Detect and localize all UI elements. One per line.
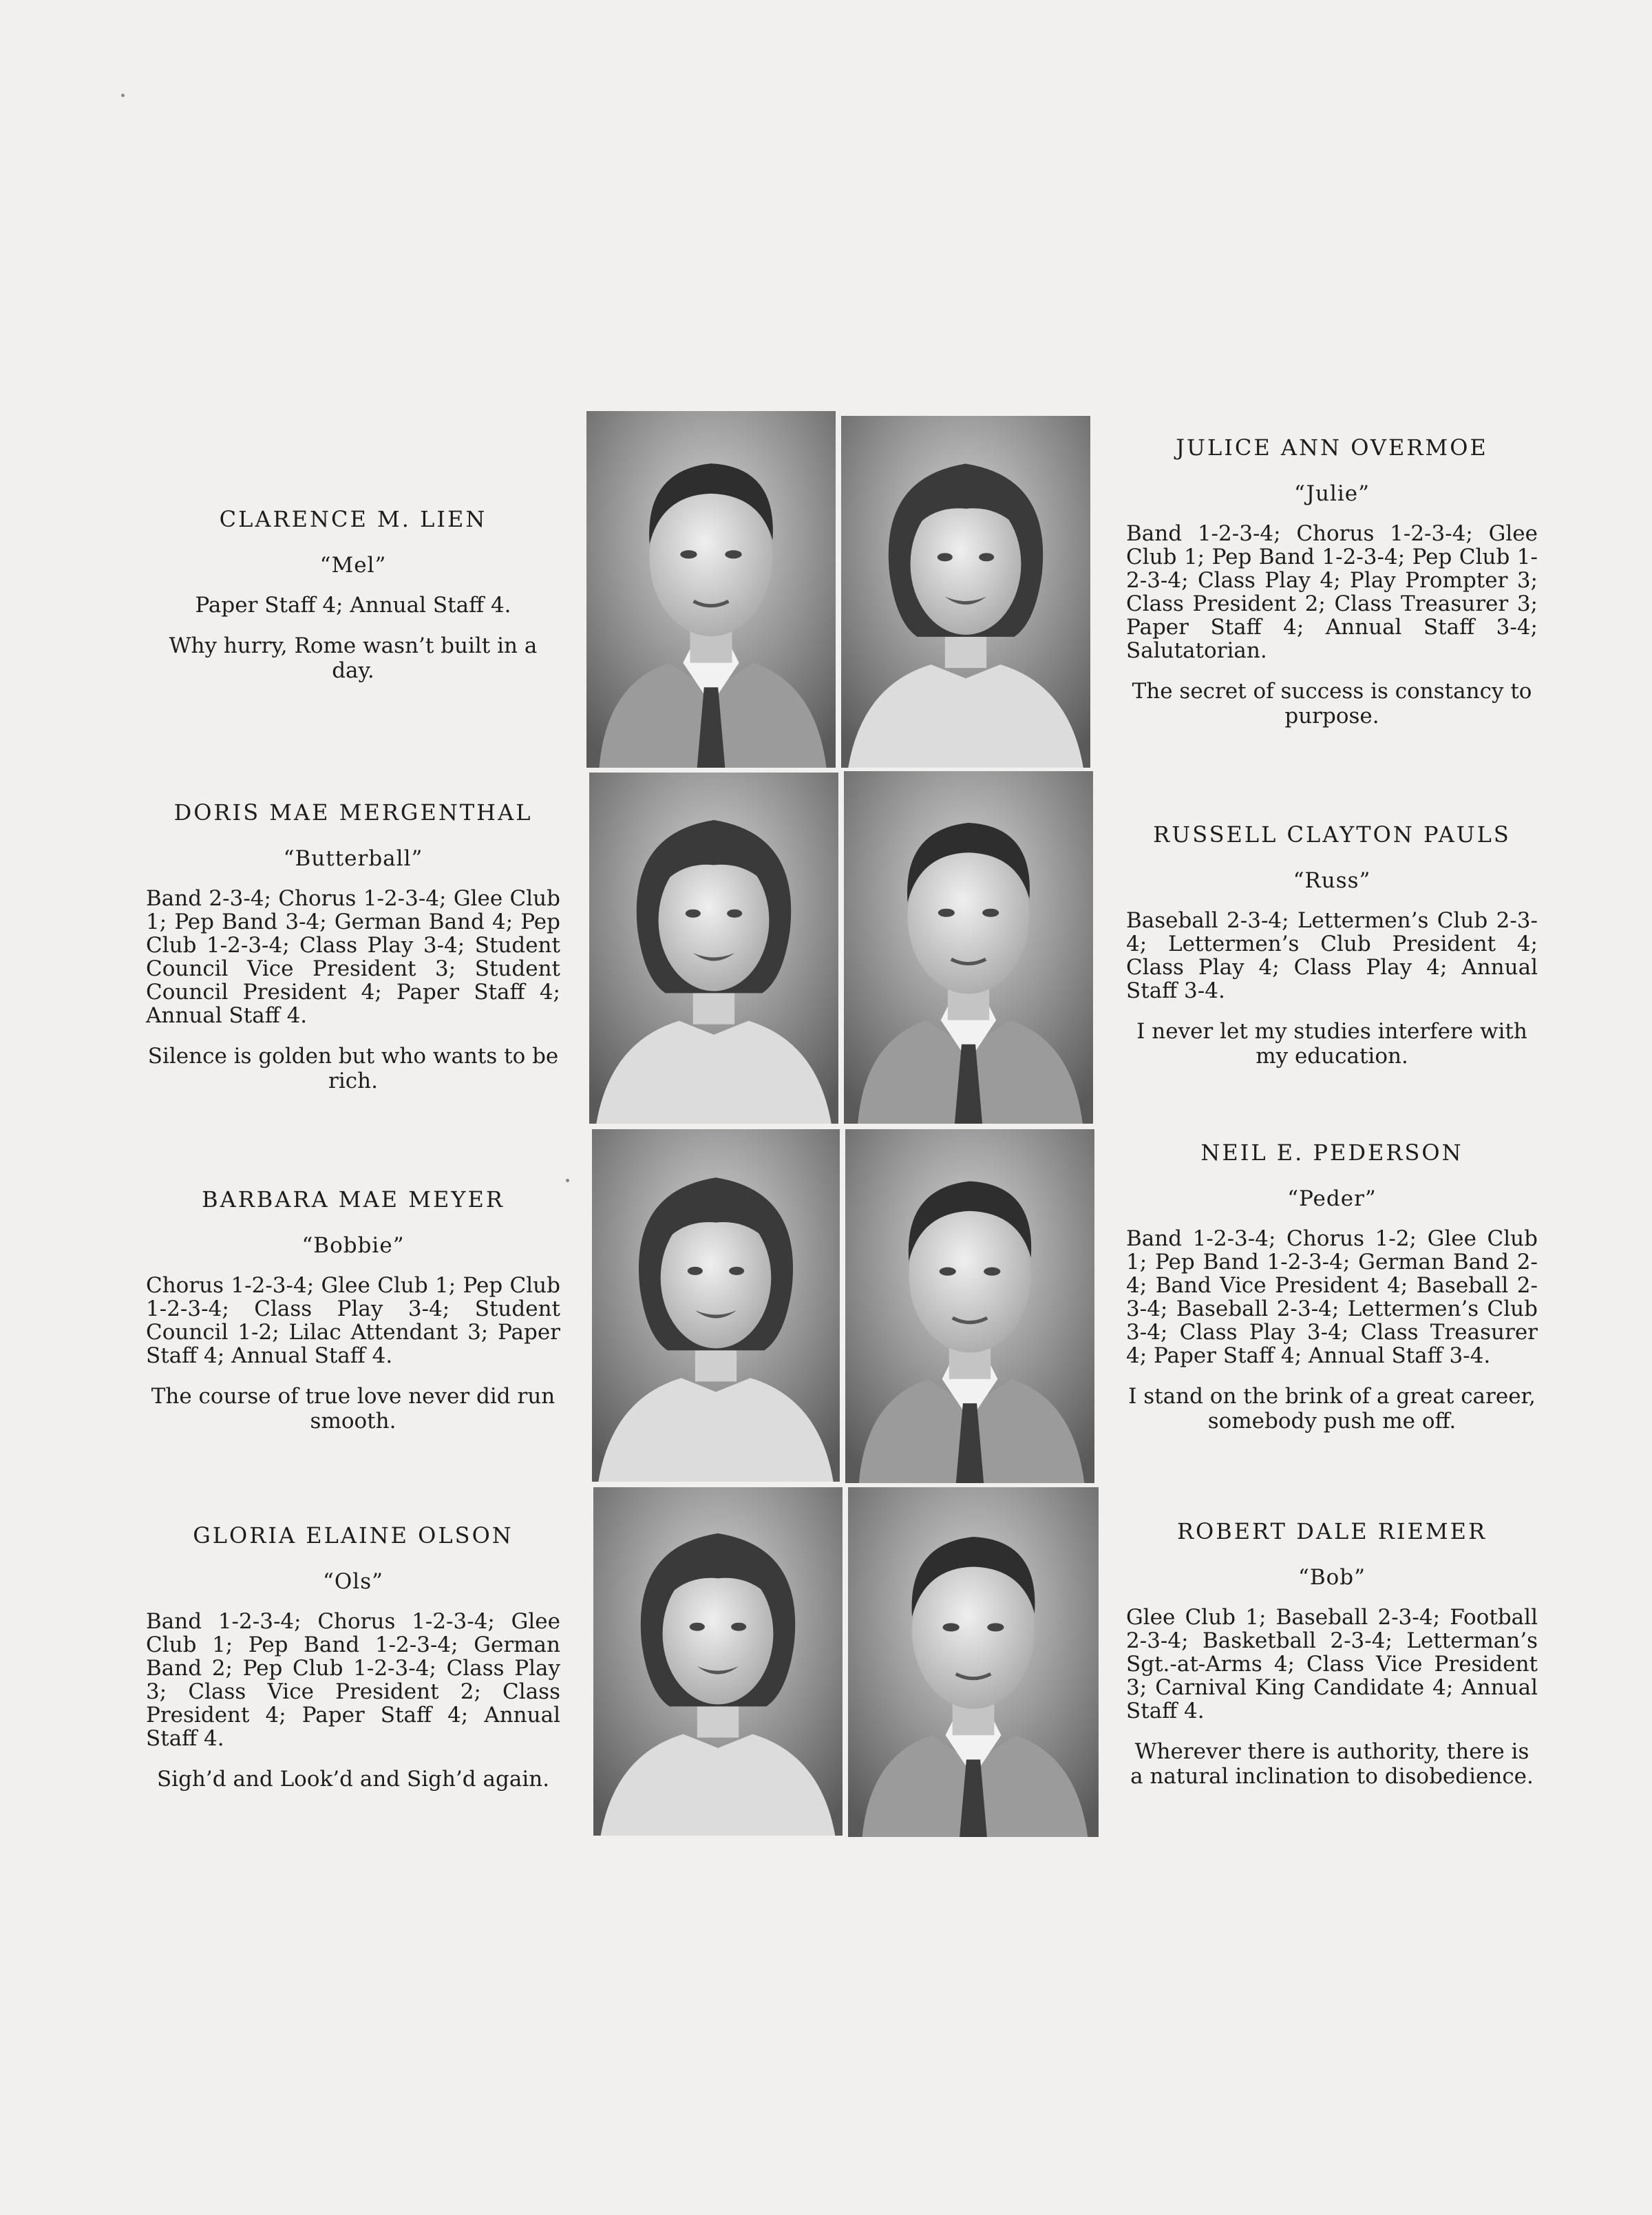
student-quote: The course of true love never did run smooth. [151, 1384, 555, 1434]
student-name: GLORIA ELAINE OLSON [193, 1522, 513, 1549]
portrait-photo-barbara-meyer [592, 1129, 840, 1482]
student-activities: Band 1-2-3-4; Chorus 1-2-3-4; Glee Club 1; Pep Band 1-2-3-4; Pep Club 1-2-3-4; Class Play 4; Play Prompter 3; Class President 2; Class Treasurer 3; Paper Staff 4; Annual Staff 3-4; Salutatorian. [1126, 521, 1538, 663]
student-nickname: “Bob” [1298, 1565, 1366, 1590]
paper-speck [121, 94, 125, 97]
student-name: BARBARA MAE MEYER [202, 1186, 505, 1213]
student-activities: Band 1-2-3-4; Chorus 1-2; Glee Club 1; Pep Band 1-2-3-4; German Band 2-4; Band Vice President 4; Baseball 2-3-4; Baseball 2-3-4; Lettermen’s Club 3-4; Class Play 3-4; Class Treasurer 4; Paper Staff 4; Annual Staff 3-4. [1126, 1226, 1538, 1368]
student-activities: Paper Staff 4; Annual Staff 4. [195, 593, 511, 618]
student-activities: Band 1-2-3-4; Chorus 1-2-3-4; Glee Club 1; Pep Band 1-2-3-4; German Band 2; Pep Club 1-2-3-4; Class Play 3; Class Vice President 2; Class President 4; Paper Staff 4; Annual Staff 4. [146, 1609, 560, 1751]
student-entry-doris-mergenthal [146, 799, 560, 1093]
student-nickname: “Julie” [1294, 481, 1370, 506]
student-quote: Wherever there is authority, there is a natural inclination to disobedience. [1130, 1739, 1534, 1789]
student-name: CLARENCE M. LIEN [219, 506, 487, 532]
student-name: NEIL E. PEDERSON [1200, 1140, 1463, 1166]
student-entry-neil-pederson [1126, 1139, 1538, 1434]
student-quote: I never let my studies interfere with my education. [1136, 1019, 1527, 1069]
student-nickname: “Russ” [1293, 868, 1371, 893]
student-quote: Silence is golden but who wants to be rich. [147, 1044, 559, 1093]
student-quote: Sigh’d and Look’d and Sigh’d again. [156, 1767, 550, 1792]
student-entry-robert-riemer [1126, 1518, 1538, 1789]
student-nickname: “Bobbie” [301, 1233, 405, 1258]
portrait-photo-doris-mergenthal [589, 773, 838, 1124]
student-quote: Why hurry, Rome wasn’t built in a day. [169, 633, 538, 683]
student-activities: Glee Club 1; Baseball 2-3-4; Football 2-3-4; Basketball 2-3-4; Letterman’s Sgt.-at-Arms 4; Class Vice President 3; Carnival King Candidate 4; Annual Staff 4. [1126, 1605, 1538, 1723]
portrait-photo-gloria-olson [593, 1487, 843, 1836]
student-quote: I stand on the brink of a great career, somebody push me off. [1128, 1384, 1536, 1434]
student-entry-gloria-olson [146, 1522, 560, 1792]
portrait-photo-russell-pauls [844, 771, 1093, 1124]
student-activities: Band 2-3-4; Chorus 1-2-3-4; Glee Club 1; Pep Band 3-4; German Band 4; Pep Club 1-2-3-4; Class Play 3-4; Student Council Vice President 3; Student Council President 4; Paper Staff 4; Annual Staff 4. [146, 886, 560, 1028]
student-nickname: “Butterball” [283, 846, 423, 871]
student-nickname: “Peder” [1287, 1186, 1377, 1211]
student-activities: Baseball 2-3-4; Lettermen’s Club 2-3-4; Lettermen’s Club President 4; Class Play 4; Class Play 4; Annual Staff 3-4. [1126, 908, 1538, 1003]
paper-speck [566, 1179, 569, 1182]
student-entry-julice-overmoe [1126, 434, 1538, 728]
student-name: DORIS MAE MERGENTHAL [173, 799, 533, 826]
student-name: ROBERT DALE RIEMER [1176, 1518, 1487, 1544]
student-name: JULICE ANN OVERMOE [1176, 434, 1488, 461]
student-entry-barbara-meyer [146, 1186, 560, 1434]
portrait-photo-robert-riemer [848, 1487, 1099, 1837]
student-name: RUSSELL CLAYTON PAULS [1153, 821, 1511, 848]
student-entry-russell-pauls [1126, 821, 1538, 1069]
portrait-photo-neil-pederson [845, 1129, 1094, 1483]
student-activities: Chorus 1-2-3-4; Glee Club 1; Pep Club 1-2-3-4; Class Play 3-4; Student Council 1-2; Lilac Attendant 3; Paper Staff 4; Annual Staff 4. [146, 1273, 560, 1368]
portrait-photo-julice-overmoe [841, 416, 1090, 768]
student-nickname: “Mel” [319, 553, 387, 578]
student-quote: The secret of success is constancy to purpose. [1132, 679, 1532, 728]
student-entry-clarence-lien [146, 505, 560, 683]
student-nickname: “Ols” [323, 1569, 383, 1594]
portrait-photo-clarence-lien [586, 411, 836, 768]
